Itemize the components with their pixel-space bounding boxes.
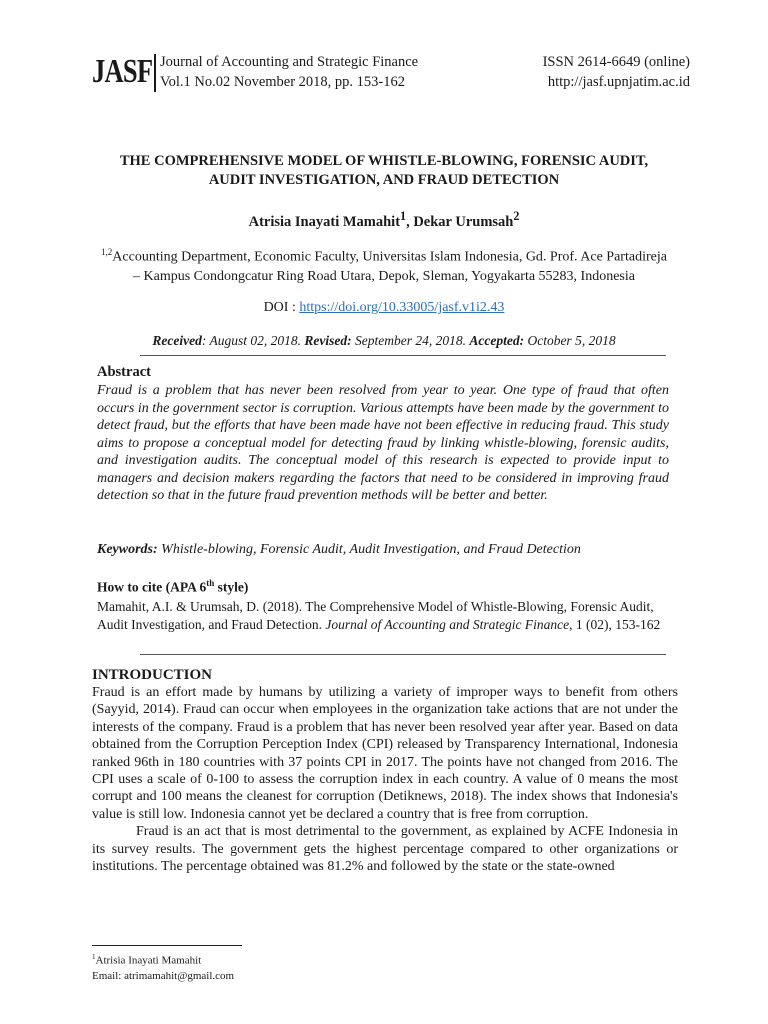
doi-label: DOI :	[263, 300, 300, 315]
author-name: Dekar Urumsah	[413, 213, 514, 230]
accepted-date: October 5, 2018	[524, 333, 616, 348]
introduction-paragraph: Fraud is an effort made by humans by utilizing a variety of improper ways to benefit from others (Sayyid, 2014). Fraud can occur when employees in the organization take actions that are not under the interests of the company. Fraud is a problem that has never been resolved year after year. Based on data obtained from the Corruption Perception Index (CPI) released by Transparency International, Indonesia ranked 96th in 180 countries with 37 points CPI in 2017. The points have not changed from 2016. The CPI uses a scale of 0-100 to assess the corruption index in each country. A value of 0 means the most corrupt and 100 means the cleanest for corruption (Detiknews, 2018). The index shows that Indonesia's value is still low. Indonesia cannot yet be declared a country that is free from corruption.	[92, 685, 678, 822]
revised-label: Revised:	[304, 333, 352, 348]
citation-heading	[97, 578, 248, 596]
accepted-label: Accepted:	[469, 333, 525, 348]
affiliation	[96, 243, 672, 286]
journal-url[interactable]: http://jasf.upnjatim.ac.id	[547, 74, 690, 90]
affiliation-line-1: Accounting Department, Economic Faculty, Universitas Islam Indonesia, Gd. Prof. Ace Partadireja	[112, 249, 667, 265]
logo-divider	[154, 54, 156, 92]
journal-info	[160, 52, 418, 92]
affiliation-superscript: 1,2	[101, 247, 113, 257]
keywords-value: Whistle-blowing, Forensic Audit, Audit Investigation, and Fraud Detection	[157, 542, 581, 557]
author-list	[96, 206, 672, 232]
author-name: Atrisia Inayati Mamahit	[248, 213, 401, 230]
citation-heading-superscript: th	[206, 578, 215, 588]
title-line-2: AUDIT INVESTIGATION, AND FRAUD DETECTION	[208, 172, 560, 188]
citation-heading-text: How to cite (APA 6	[97, 579, 207, 595]
abstract-heading: Abstract	[97, 364, 151, 380]
journal-header	[92, 52, 690, 96]
paper-title	[96, 152, 672, 190]
journal-logo: JASF	[92, 53, 153, 90]
introduction-body	[92, 684, 678, 875]
footnote-divider	[92, 945, 242, 946]
keywords	[97, 542, 669, 558]
author-superscript: 1	[400, 209, 407, 223]
citation-journal: Journal of Accounting and Strategic Finance	[325, 616, 570, 632]
introduction-paragraph: Fraud is an act that is most detrimental to the government, as explained by ACFE Indonesia in its survey results. The government gets the highest percentage compared to other organizations or institutions. The percentage obtained was 81.2% and followed by the state or the state-owned	[92, 824, 678, 875]
journal-meta	[543, 52, 690, 92]
citation-body	[97, 598, 669, 633]
journal-name: Journal of Accounting and Strategic Finance	[160, 54, 419, 70]
title-line-1: THE COMPREHENSIVE MODEL OF WHISTLE-BLOWING, FORENSIC AUDIT,	[119, 153, 649, 169]
affiliation-line-2: – Kampus Condongcatur Ring Road Utara, Depok, Sleman, Yogyakarta 55283, Indonesia	[133, 268, 635, 284]
citation-text: Mamahit, A.I. & Urumsah, D. (2018). The Comprehensive Model of Whistle-Blowing, Forensic Audit, Audit Investigation, and Fraud Detection.	[97, 599, 654, 632]
issn: ISSN 2614-6649 (online)	[542, 54, 690, 70]
submission-dates	[96, 333, 672, 349]
introduction-heading: INTRODUCTION	[92, 667, 213, 683]
footnote-superscript: 1	[92, 953, 96, 961]
received-label: Received	[152, 333, 202, 348]
doi-line	[96, 300, 672, 316]
citation-volume: , 1 (02), 153-162	[569, 616, 661, 632]
divider-bottom	[140, 654, 666, 655]
doi-link[interactable]: https://doi.org/10.33005/jasf.v1i2.43	[299, 300, 505, 315]
received-date: : August 02, 2018.	[201, 333, 305, 348]
keywords-label: Keywords:	[97, 542, 158, 557]
footnote	[92, 950, 234, 984]
footnote-name: Atrisia Inayati Mamahit	[95, 954, 202, 967]
abstract-body: Fraud is a problem that has never been resolved from year to year. One type of fraud that often occurs in the government sector is corruption. Various attempts have been made by the government to detect fraud, but the efforts that have been made have not been effective in reducing fraud. This study aims to propose a conceptual model for detecting fraud by linking whistle-blowing, forensic audits, and investigation audits. The conceptual model of this research is expected to provide input to managers and decision makers regarding the factors that need to be considered in improving fraud detection so that in the future fraud prevention methods will be better and better.	[97, 383, 669, 503]
footnote-email[interactable]: Email: atrimamahit@gmail.com	[92, 969, 235, 982]
author-superscript: 2	[513, 209, 520, 223]
citation-heading-suffix: style)	[214, 579, 249, 595]
volume-info: Vol.1 No.02 November 2018, pp. 153-162	[160, 74, 406, 90]
author-separator: ,	[406, 213, 414, 230]
divider-top	[140, 355, 666, 356]
revised-date: September 24, 2018.	[351, 333, 470, 348]
